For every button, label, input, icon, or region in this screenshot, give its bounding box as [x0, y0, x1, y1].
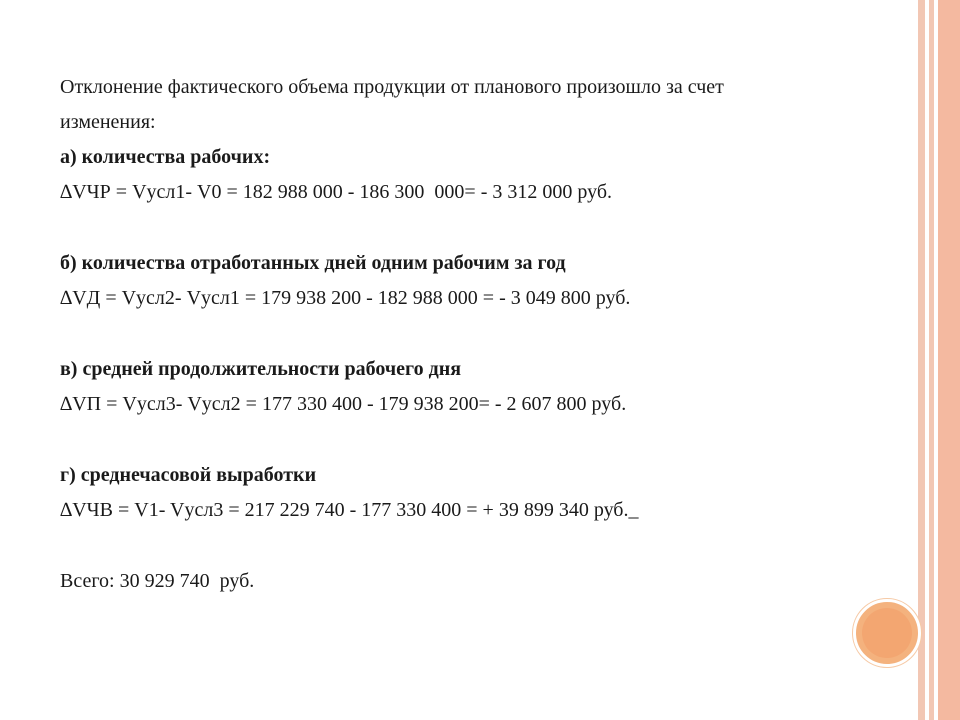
spacer — [60, 528, 900, 564]
decorative-stripe — [938, 0, 960, 720]
spacer — [60, 422, 900, 458]
section-heading: а) количества рабочих: — [60, 146, 271, 168]
section-formula: ∆VП = Vусл3- Vусл2 = 177 330 400 - 179 938 200= - 2 607 800 руб. — [60, 393, 627, 415]
decorative-circle — [853, 599, 921, 667]
section-formula: ∆VЧВ = V1- Vусл3 = 217 229 740 - 177 330 400 = + 39 899 340 руб._ — [60, 499, 639, 521]
section-heading: в) средней продолжительности рабочего дня — [60, 358, 462, 380]
section-formula: ∆VЧР = Vусл1- V0 = 182 988 000 - 186 300 000= - 3 312 000 руб. — [60, 181, 613, 203]
intro-line: изменения: — [60, 111, 156, 133]
slide-body — [60, 70, 900, 599]
section-heading: б) количества отработанных дней одним рабочим за год — [60, 252, 566, 274]
section-heading: г) среднечасовой выработки — [60, 464, 317, 486]
decorative-circle-inner — [862, 608, 912, 658]
intro-line: Отклонение фактического объема продукции от планового произошло за счет — [60, 76, 724, 98]
spacer — [60, 210, 900, 246]
section-formula: ∆VД = Vусл2- Vусл1 = 179 938 200 - 182 988 000 = - 3 049 800 руб. — [60, 287, 631, 309]
spacer — [60, 316, 900, 352]
total-line: Всего: 30 929 740 руб. — [60, 570, 255, 592]
decorative-stripe — [918, 0, 925, 720]
